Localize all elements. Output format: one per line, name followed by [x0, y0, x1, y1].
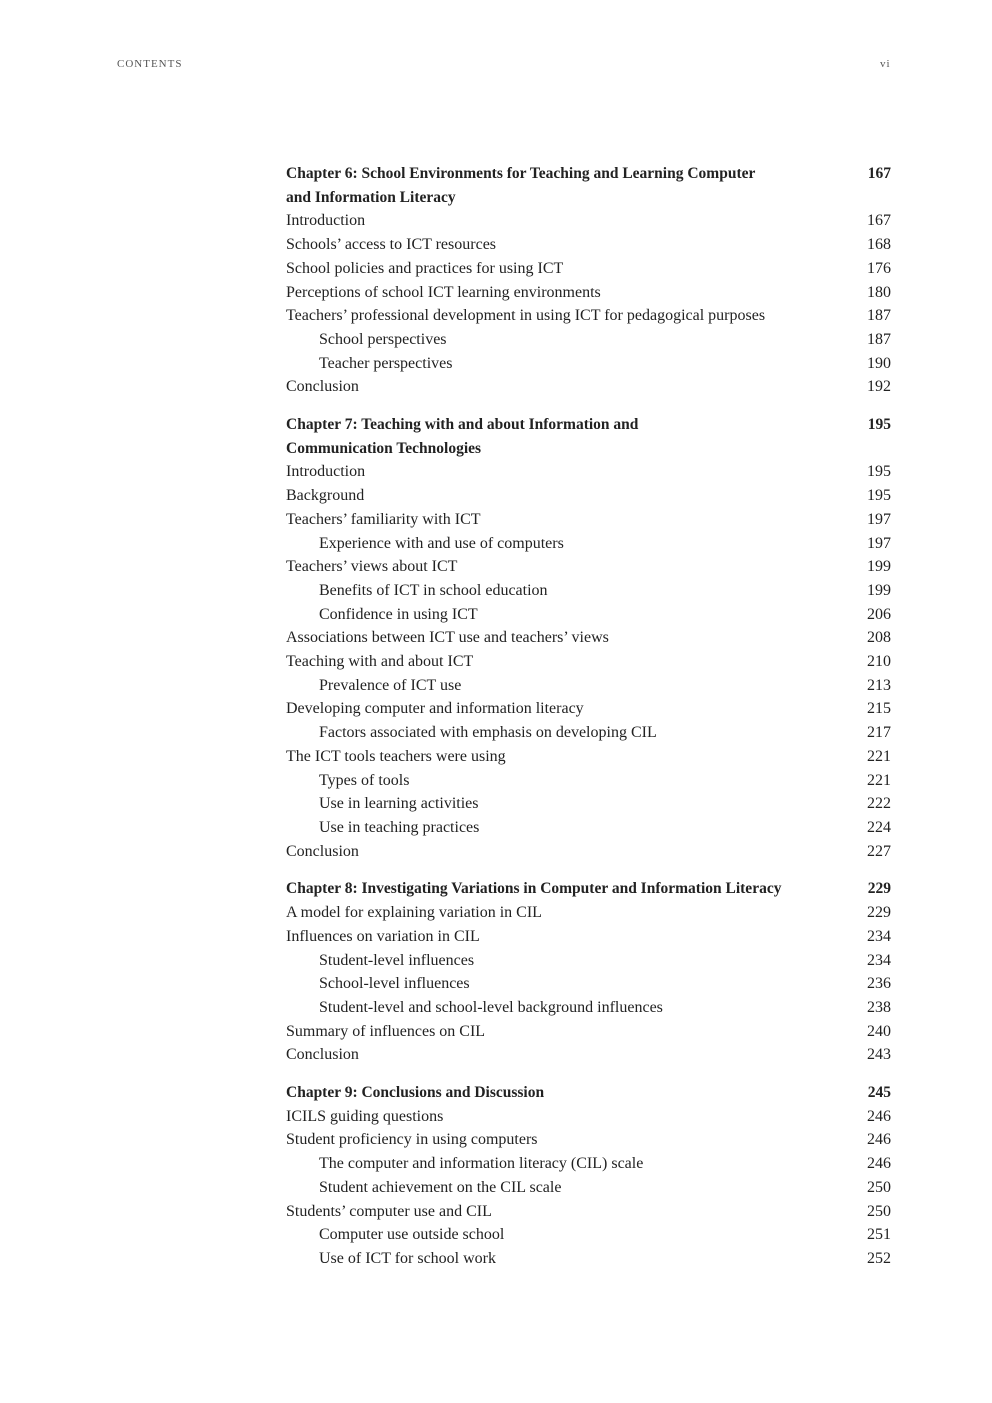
chapter-title — [286, 1081, 851, 1105]
toc-chapter-heading[interactable] — [286, 1081, 891, 1105]
entry-page-number: 206 — [867, 605, 891, 623]
toc-subsection-entry[interactable] — [286, 949, 891, 973]
toc-chapter-block — [286, 162, 891, 399]
entry-title: Student-level and school-level background influences — [319, 998, 663, 1016]
entry-page-number: 187 — [867, 330, 891, 348]
entry-page-number: 192 — [867, 378, 891, 396]
entry-page-number: 190 — [867, 354, 891, 372]
entry-title: Conclusion — [286, 1046, 359, 1064]
entry-page-number: 222 — [867, 795, 891, 813]
entry-title: Teacher perspectives — [319, 354, 453, 372]
toc-subsection-entry[interactable] — [286, 1152, 891, 1176]
toc-section-entry[interactable] — [286, 697, 891, 721]
chapter-title-line: Chapter 6: School Environments for Teaching and Learning Computer — [286, 165, 756, 182]
entry-page-number: 246 — [867, 1131, 891, 1149]
entry-page-number: 197 — [867, 510, 891, 528]
entry-title: The computer and information literacy (CIL) scale — [319, 1155, 644, 1173]
entry-title: Conclusion — [286, 842, 359, 860]
toc-section-entry[interactable] — [286, 460, 891, 484]
entry-page-number: 251 — [867, 1226, 891, 1244]
entry-title: Introduction — [286, 463, 366, 481]
chapter-title-line: Chapter 8: Investigating Variations in Computer and Information Literacy — [286, 880, 782, 898]
toc-subsection-entry[interactable] — [286, 674, 891, 698]
entry-title: Student proficiency in using computers — [286, 1131, 538, 1149]
entry-page-number: 213 — [867, 676, 891, 694]
toc-section-entry[interactable] — [286, 1105, 891, 1129]
toc-subsection-entry[interactable] — [286, 972, 891, 996]
toc-subsection-entry[interactable] — [286, 328, 891, 352]
toc-chapter-block — [286, 1081, 891, 1271]
entry-title: Experience with and use of computers — [319, 534, 564, 552]
table-of-contents — [286, 162, 891, 1285]
entry-title: Students’ computer use and CIL — [286, 1202, 492, 1220]
entry-page-number: 187 — [867, 307, 891, 325]
toc-section-entry[interactable] — [286, 1043, 891, 1067]
toc-chapter-heading[interactable] — [286, 413, 891, 460]
entry-title: Use in learning activities — [319, 795, 479, 813]
entry-title: Factors associated with emphasis on developing CIL — [319, 724, 657, 742]
entry-page-number: 246 — [867, 1155, 891, 1173]
running-header-title: CONTENTS — [117, 58, 183, 70]
entry-page-number: 215 — [867, 700, 891, 718]
entry-title: School policies and practices for using ICT — [286, 259, 564, 277]
entry-title: Use in teaching practices — [319, 818, 480, 836]
toc-subsection-entry[interactable] — [286, 532, 891, 556]
entry-title: Schools’ access to ICT resources — [286, 236, 497, 254]
entry-title: Types of tools — [319, 771, 410, 789]
entry-page-number: 167 — [867, 212, 891, 230]
entry-title: The ICT tools teachers were using — [286, 747, 506, 765]
toc-section-entry[interactable] — [286, 626, 891, 650]
toc-section-entry[interactable] — [286, 281, 891, 305]
running-header-page-number: vi — [880, 58, 891, 70]
chapter-title-line: Communication Technologies — [286, 439, 482, 457]
entry-page-number: 221 — [867, 771, 891, 789]
entry-title: Summary of influences on CIL — [286, 1022, 486, 1040]
entry-page-number: 246 — [867, 1107, 891, 1125]
toc-subsection-entry[interactable] — [286, 579, 891, 603]
entry-page-number: 221 — [867, 747, 891, 765]
entry-title: Prevalence of ICT use — [319, 676, 462, 694]
toc-chapter-heading[interactable] — [286, 162, 891, 209]
entry-title: Teaching with and about ICT — [286, 653, 474, 671]
entry-page-number: 229 — [867, 904, 891, 922]
entry-title: School perspectives — [319, 330, 447, 348]
chapter-page-number: 195 — [867, 416, 891, 434]
chapter-title-line: Chapter 9: Conclusions and Discussion — [286, 1084, 545, 1102]
entry-page-number: 208 — [867, 629, 891, 647]
toc-section-entry[interactable] — [286, 650, 891, 674]
toc-subsection-entry[interactable] — [286, 792, 891, 816]
chapter-page-number: 245 — [867, 1084, 891, 1102]
chapter-title — [286, 162, 851, 209]
entry-page-number: 195 — [867, 487, 891, 505]
entry-page-number: 240 — [867, 1022, 891, 1040]
toc-chapter-block — [286, 877, 891, 1067]
toc-section-entry[interactable] — [286, 840, 891, 864]
toc-subsection-entry[interactable] — [286, 769, 891, 793]
entry-page-number: 236 — [867, 975, 891, 993]
chapter-title-line: Chapter 7: Teaching with and about Information and — [286, 416, 639, 434]
toc-subsection-entry[interactable] — [286, 996, 891, 1020]
toc-chapter-heading[interactable] — [286, 877, 891, 901]
entry-page-number: 199 — [867, 581, 891, 599]
entry-title: Student-level influences — [319, 951, 475, 969]
entry-title: Developing computer and information literacy — [286, 700, 584, 718]
toc-section-entry[interactable] — [286, 555, 891, 579]
toc-section-entry[interactable] — [286, 375, 891, 399]
chapter-title-line: and Information Literacy — [286, 188, 456, 206]
entry-title: Computer use outside school — [319, 1226, 505, 1244]
toc-section-entry[interactable] — [286, 745, 891, 769]
entry-title: Associations between ICT use and teachers’ views — [286, 629, 609, 647]
entry-title: ICILS guiding questions — [286, 1107, 444, 1125]
chapter-title — [286, 877, 851, 901]
entry-title: Teachers’ professional development in using ICT for pedagogical purposes — [286, 307, 766, 325]
entry-page-number: 217 — [867, 724, 891, 742]
entry-title: Conclusion — [286, 378, 359, 396]
entry-title: Confidence in using ICT — [319, 605, 478, 623]
toc-section-entry[interactable] — [286, 233, 891, 257]
entry-page-number: 238 — [867, 998, 891, 1016]
entry-title: Background — [286, 487, 365, 505]
toc-section-entry[interactable] — [286, 257, 891, 281]
toc-chapter-block — [286, 413, 891, 863]
entry-page-number: 234 — [867, 951, 891, 969]
toc-section-entry[interactable] — [286, 209, 891, 233]
toc-section-entry[interactable] — [286, 1128, 891, 1152]
entry-page-number: 180 — [867, 283, 891, 301]
entry-page-number: 210 — [867, 653, 891, 671]
toc-subsection-entry[interactable] — [286, 1176, 891, 1200]
chapter-page-number: 229 — [867, 880, 891, 898]
toc-section-entry[interactable] — [286, 925, 891, 949]
toc-section-entry[interactable] — [286, 304, 891, 328]
toc-section-entry[interactable] — [286, 1020, 891, 1044]
entry-title: Perceptions of school ICT learning environments — [286, 283, 601, 301]
toc-subsection-entry[interactable] — [286, 352, 891, 376]
toc-subsection-entry[interactable] — [286, 816, 891, 840]
toc-subsection-entry[interactable] — [286, 1247, 891, 1271]
toc-section-entry[interactable] — [286, 1200, 891, 1224]
entry-page-number: 197 — [867, 534, 891, 552]
toc-subsection-entry[interactable] — [286, 1223, 891, 1247]
toc-subsection-entry[interactable] — [286, 603, 891, 627]
entry-page-number: 252 — [867, 1249, 891, 1267]
entry-page-number: 243 — [867, 1046, 891, 1064]
entry-page-number: 199 — [867, 558, 891, 576]
entry-page-number: 224 — [867, 818, 891, 836]
toc-section-entry[interactable] — [286, 901, 891, 925]
entry-page-number: 250 — [867, 1202, 891, 1220]
chapter-page-number: 167 — [867, 165, 891, 182]
entry-title: School-level influences — [319, 975, 470, 993]
chapter-title — [286, 413, 851, 460]
entry-title: A model for explaining variation in CIL — [286, 904, 542, 922]
entry-page-number: 195 — [867, 463, 891, 481]
entry-title: Teachers’ familiarity with ICT — [286, 510, 481, 528]
entry-page-number: 250 — [867, 1178, 891, 1196]
toc-section-entry[interactable] — [286, 508, 891, 532]
entry-title: Use of ICT for school work — [319, 1249, 497, 1267]
entry-title: Benefits of ICT in school education — [319, 581, 548, 599]
entry-page-number: 227 — [867, 842, 891, 860]
entry-title: Teachers’ views about ICT — [286, 558, 458, 576]
entry-page-number: 168 — [867, 236, 891, 254]
toc-subsection-entry[interactable] — [286, 721, 891, 745]
entry-page-number: 234 — [867, 927, 891, 945]
toc-section-entry[interactable] — [286, 484, 891, 508]
entry-title: Student achievement on the CIL scale — [319, 1178, 562, 1196]
entry-page-number: 176 — [867, 259, 891, 277]
entry-title: Influences on variation in CIL — [286, 927, 480, 945]
entry-title: Introduction — [286, 212, 366, 230]
